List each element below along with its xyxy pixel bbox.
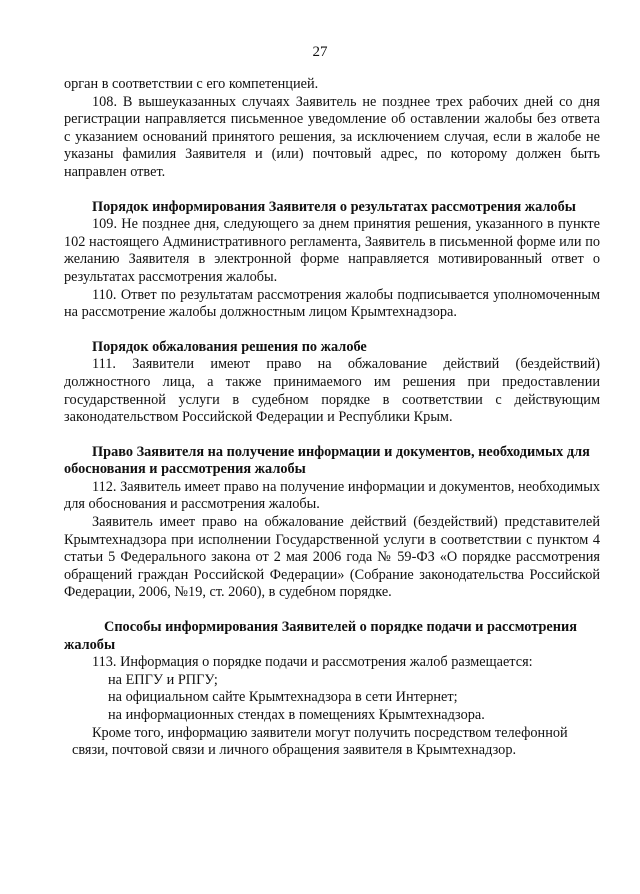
paragraph-108: 108. В вышеуказанных случаях Заявитель не позднее трех рабочих дней со дня регистрации направляется письменное уведомление об оставлении жалобы без ответа с указанием оснований принятого решения, за исключением случая, если в жалобе не указаны фамилия Заявителя и (или) почтовый адрес, по которому должен быть направлен ответ. <box>64 93 600 180</box>
paragraph-113: 113. Информация о порядке подачи и рассмотрения жалоб размещается: <box>92 654 533 671</box>
list-item: на ЕПГУ и РПГУ; <box>108 671 218 688</box>
heading-informing-results: Порядок информирования Заявителя о результатах рассмотрения жалобы <box>92 198 576 215</box>
paragraph-closing <box>64 725 600 760</box>
paragraph-112-appeal: Заявитель имеет право на обжалование действий (бездействий) представителей Крымтехнадзора при исполнении Государственной услуги в соответствии с пунктом 4 статьи 5 Федерального закона от 2 мая 2006 года № 59-ФЗ «О порядке рассмотрения обращений граждан Российской Федерации» (Собрание законодательства Российской Федерации, 2006, №19, ст. 2060), в судебном порядке. <box>64 514 600 601</box>
paragraph-111: 111. Заявители имеют право на обжалование действий (бездействий) должностного лица, а также принимаемого им решения при предоставлении государственной услуги в судебном порядке в соответствии с действующим законодательством Российской Федерации и Республики Крым. <box>64 356 600 426</box>
list-item: на информационных стендах в помещениях Крымтехнадзора. <box>108 707 485 723</box>
paragraph-continuation: орган в соответствии с его компетенцией. <box>64 76 319 92</box>
paragraph-closing-line-2: связи, почтовой связи и личного обращения заявителя в Крымтехнадзор. <box>72 742 517 759</box>
heading-informing-methods: Способы информирования Заявителей о порядке подачи и рассмотрения жалобы <box>64 619 577 653</box>
paragraph-closing-line-1: Кроме того, информацию заявители могут получить посредством телефонной <box>92 724 568 741</box>
page-number: 27 <box>312 44 328 60</box>
paragraph-109: 109. Не позднее дня, следующего за днем принятия решения, указанного в пункте 102 настоящего Административного регламента, Заявитель в письменной форме или по желанию Заявителя в электронной форме направляется мотивированный ответ о результатах рассмотрения жалобы. <box>64 216 600 285</box>
document-body <box>64 76 600 760</box>
list-item: на официальном сайте Крымтехнадзора в сети Интернет; <box>108 689 458 706</box>
paragraph-110: 110. Ответ по результатам рассмотрения жалобы подписывается уполномоченным на рассмотрение жалобы должностным лицом Крымтехнадзора. <box>64 286 600 321</box>
heading-appeal-procedure: Порядок обжалования решения по жалобе <box>92 338 367 355</box>
paragraph-112: 112. Заявитель имеет право на получение информации и документов, необходимых для обоснования и рассмотрения жалобы. <box>64 478 600 513</box>
heading-right-to-information: Право Заявителя на получение информации и документов, необходимых для обоснования и рассмотрения жалобы <box>64 443 590 478</box>
